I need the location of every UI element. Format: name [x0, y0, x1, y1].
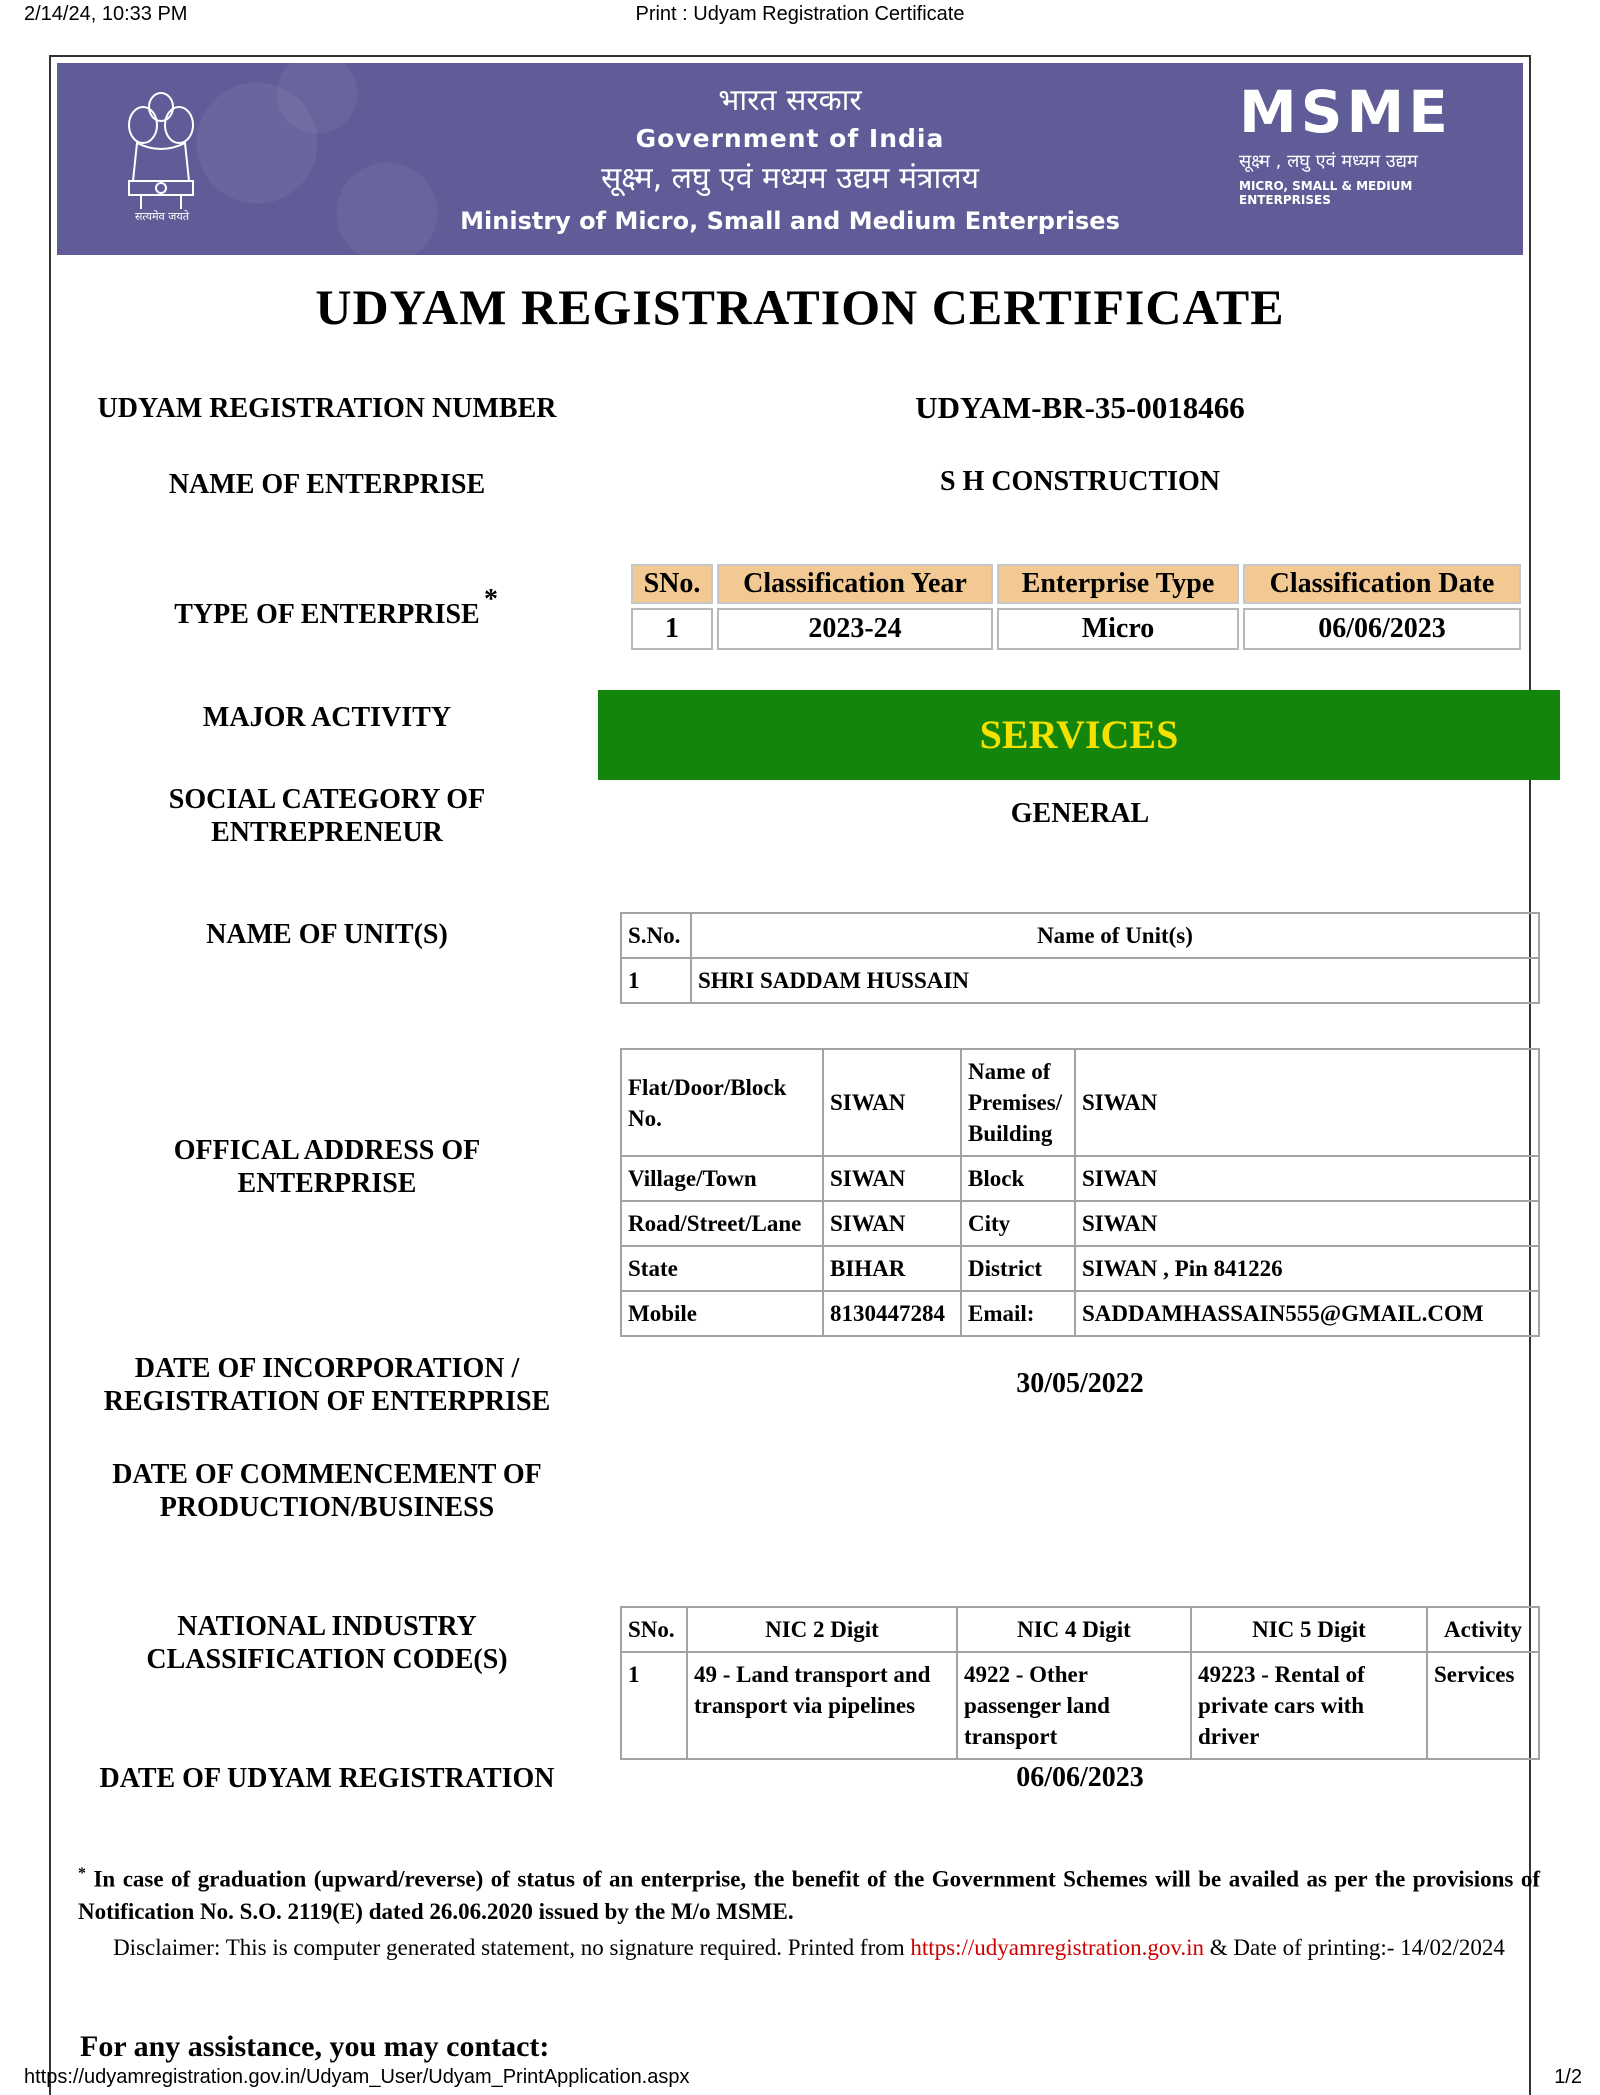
social-category-label-line1: SOCIAL CATEGORY OF: [168, 784, 486, 815]
units-header-row: [621, 913, 1539, 958]
table-row: [621, 1156, 1539, 1201]
print-page-number: 1/2: [1554, 2066, 1582, 2088]
nic-activity: Services: [1427, 1652, 1539, 1759]
nic-header-2digit: NIC 2 Digit: [687, 1607, 957, 1652]
disclaimer-link[interactable]: https://udyamregistration.gov.in: [910, 1935, 1205, 1960]
flat-label-line1: Flat/Door/Block: [628, 1074, 787, 1100]
table-row: [621, 958, 1539, 1003]
social-category-label: [62, 783, 592, 849]
incorporation-value: 30/05/2022: [1016, 1368, 1144, 1399]
nic-header-activity: Activity: [1427, 1607, 1539, 1652]
city-label: City: [961, 1201, 1075, 1246]
email-value: SADDAMHASSAIN555@GMAIL.COM: [1075, 1291, 1539, 1336]
major-activity-label: MAJOR ACTIVITY: [202, 702, 452, 733]
units-header-sno: S.No.: [621, 913, 691, 958]
premises-label-line3: Building: [968, 1121, 1053, 1146]
premises-label-line2: Premises/: [968, 1090, 1063, 1115]
classification-sno: 1: [631, 608, 713, 650]
udyam-registration-date-value: 06/06/2023: [1016, 1762, 1144, 1793]
major-activity-value: SERVICES: [598, 690, 1560, 780]
unit-sno: 1: [621, 958, 691, 1003]
print-header: [0, 1, 1600, 29]
nic-4digit: 4922 - Other passenger land transport: [957, 1652, 1191, 1759]
address-table: [620, 1048, 1540, 1337]
classification-date: 06/06/2023: [1243, 608, 1521, 650]
classification-header-row: [631, 564, 1521, 604]
road-value: SIWAN: [823, 1201, 961, 1246]
nic-label-line2: CLASSIFICATION CODE(S): [146, 1644, 508, 1675]
print-url: https://udyamregistration.gov.in/Udyam_User/Udyam_PrintApplication.aspx: [24, 2066, 690, 2088]
table-row: [621, 1246, 1539, 1291]
type-of-enterprise-star: *: [484, 584, 498, 615]
classification-header-year: Classification Year: [717, 564, 993, 604]
banner-line-hindi-1: भारत सरकार: [718, 83, 862, 118]
footnote-star: *: [78, 1865, 86, 1882]
banner-line-english-2: Ministry of Micro, Small and Medium Enterprises: [460, 207, 1120, 235]
incorporation-label-line1: DATE OF INCORPORATION /: [134, 1353, 520, 1384]
block-value: SIWAN: [1075, 1156, 1539, 1201]
enterprise-name-label: NAME OF ENTERPRISE: [168, 469, 486, 500]
nic-header-row: [621, 1607, 1539, 1652]
type-of-enterprise-label: [62, 598, 592, 631]
table-row: [621, 1291, 1539, 1336]
type-of-enterprise-text: TYPE OF ENTERPRISE: [174, 599, 480, 630]
msme-logo: [1239, 78, 1479, 207]
udyam-registration-date-label: DATE OF UDYAM REGISTRATION: [99, 1763, 555, 1794]
msme-logo-hindi: सूक्ष्म , लघु एवं मध्यम उद्यम: [1239, 151, 1418, 172]
classification-year: 2023-24: [717, 608, 993, 650]
nic-5digit: 49223 - Rental of private cars with driver: [1191, 1652, 1427, 1759]
nic-label: [62, 1610, 592, 1676]
table-row: [621, 1201, 1539, 1246]
mobile-label: Mobile: [621, 1291, 823, 1336]
commencement-label: [62, 1458, 592, 1524]
district-label: District: [961, 1246, 1075, 1291]
classification-header-type: Enterprise Type: [997, 564, 1239, 604]
table-row: [621, 1049, 1539, 1156]
classification-header-date: Classification Date: [1243, 564, 1521, 604]
government-banner: [57, 63, 1523, 255]
unit-name: SHRI SADDAM HUSSAIN: [691, 958, 1539, 1003]
village-value: SIWAN: [823, 1156, 961, 1201]
print-datetime: 2/14/24, 10:33 PM: [24, 3, 188, 25]
enterprise-name-value: S H CONSTRUCTION: [939, 466, 1221, 497]
nic-header-sno: SNo.: [621, 1607, 687, 1652]
incorporation-label-line2: REGISTRATION OF ENTERPRISE: [103, 1386, 551, 1417]
social-category-value: GENERAL: [1010, 798, 1150, 829]
classification-table: [627, 560, 1525, 654]
msme-logo-text: MSME: [1239, 78, 1452, 146]
district-value: SIWAN , Pin 841226: [1075, 1246, 1539, 1291]
nic-sno: 1: [621, 1652, 687, 1759]
address-label: [62, 1134, 592, 1200]
email-label: Email:: [961, 1291, 1075, 1336]
banner-line-hindi-2: सूक्ष्म, लघु एवं मध्यम उद्यम मंत्रालय: [601, 161, 979, 196]
address-label-line2: ENTERPRISE: [237, 1168, 417, 1199]
flat-label: [621, 1049, 823, 1156]
disclaimer: [78, 1932, 1540, 1964]
units-header-name: Name of Unit(s): [691, 913, 1539, 958]
city-value: SIWAN: [1075, 1201, 1539, 1246]
commencement-label-line1: DATE OF COMMENCEMENT OF: [112, 1459, 542, 1490]
mobile-value: 8130447284: [823, 1291, 961, 1336]
nic-header-5digit: NIC 5 Digit: [1191, 1607, 1427, 1652]
table-row: [621, 1652, 1539, 1759]
nic-table: [620, 1606, 1540, 1760]
address-label-line1: OFFICAL ADDRESS OF: [173, 1135, 481, 1166]
nic-label-line1: NATIONAL INDUSTRY: [177, 1611, 477, 1642]
nic-2digit: 49 - Land transport and transport via pipelines: [687, 1652, 957, 1759]
banner-line-english-1: Government of India: [635, 124, 945, 153]
flat-value: SIWAN: [823, 1049, 961, 1156]
units-label: NAME OF UNIT(S): [206, 919, 448, 950]
premises-label: [961, 1049, 1075, 1156]
footnote-text: In case of graduation (upward/reverse) of status of an enterprise, the benefit of the Government Schemes will be availed as per the provisions of Notification No. S.O. 2119(E) dated 26.06.2020 issued by the M/o MSME.: [78, 1866, 1540, 1924]
premises-value: SIWAN: [1075, 1049, 1539, 1156]
print-footer: [0, 2064, 1600, 2090]
registration-number-label: UDYAM REGISTRATION NUMBER: [97, 393, 557, 424]
print-page-title: Print : Udyam Registration Certificate: [635, 3, 965, 25]
flat-label-line2: No.: [628, 1105, 662, 1131]
table-row: [631, 608, 1521, 650]
commencement-label-line2: PRODUCTION/BUSINESS: [159, 1492, 495, 1523]
enterprise-type: Micro: [997, 608, 1239, 650]
certificate-title: UDYAM REGISTRATION CERTIFICATE: [315, 279, 1285, 335]
registration-number-value: UDYAM-BR-35-0018466: [915, 390, 1245, 425]
contact-heading: For any assistance, you may contact:: [80, 2030, 550, 2063]
disclaimer-suffix: & Date of printing:- 14/02/2024: [1204, 1935, 1505, 1960]
footnote: [78, 1858, 1540, 1928]
disclaimer-prefix: Disclaimer: This is computer generated statement, no signature required. Printed from: [113, 1935, 911, 1960]
state-label: State: [621, 1246, 823, 1291]
village-label: Village/Town: [621, 1156, 823, 1201]
block-label: Block: [961, 1156, 1075, 1201]
emblem-motto: सत्यमेव जयते: [134, 210, 189, 223]
nic-header-4digit: NIC 4 Digit: [957, 1607, 1191, 1652]
premises-label-line1: Name of: [968, 1059, 1051, 1084]
msme-logo-english: MICRO, SMALL & MEDIUM ENTERPRISES: [1239, 179, 1413, 207]
incorporation-label: [62, 1352, 592, 1418]
classification-header-sno: SNo.: [631, 564, 713, 604]
state-value: BIHAR: [823, 1246, 961, 1291]
social-category-label-line2: ENTREPRENEUR: [211, 817, 443, 848]
banner-titles: [357, 81, 1223, 241]
road-label: Road/Street/Lane: [621, 1201, 823, 1246]
units-table: [620, 912, 1540, 1004]
